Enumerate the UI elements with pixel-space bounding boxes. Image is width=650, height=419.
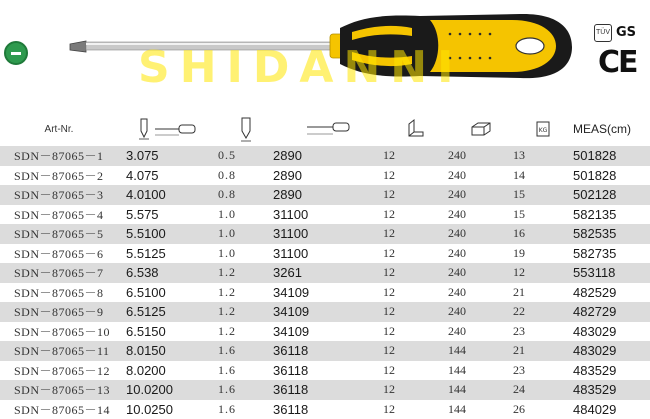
meas-cell: 482729 [573, 302, 650, 322]
tuv-icon: TÜV [594, 24, 612, 42]
table-row [0, 341, 650, 361]
blade-size-cell: 6.5150 [118, 322, 218, 342]
carton-qty-cell: 240 [448, 185, 513, 205]
blade-thickness-cell: 0.8 [218, 166, 273, 186]
art-nr-cell: SDN－87065－2 [0, 166, 118, 186]
spec-table-wrap [0, 112, 650, 419]
carton-weight-cell: 15 [513, 205, 573, 225]
blade-thickness-cell: 1.6 [218, 380, 273, 400]
blade-size-cell: 6.538 [118, 263, 218, 283]
blade-size-icon [137, 115, 199, 143]
blade-thickness-header [218, 112, 273, 146]
blade-thickness-cell: 1.0 [218, 205, 273, 225]
carton-qty-cell: 240 [448, 283, 513, 303]
shaft-length-cell: 3261 [273, 263, 383, 283]
carton-weight-cell: 21 [513, 341, 573, 361]
carton-qty-cell: 240 [448, 263, 513, 283]
carton-header [448, 112, 513, 146]
carton-qty-cell: 144 [448, 341, 513, 361]
table-row [0, 361, 650, 381]
blade-size-cell: 5.5100 [118, 224, 218, 244]
carton-qty-cell: 240 [448, 166, 513, 186]
brand-watermark: SHIDANNI [138, 42, 464, 93]
blade-size-cell: 10.0250 [118, 400, 218, 419]
shaft-length-cell: 36118 [273, 341, 383, 361]
blade-size-cell: 5.575 [118, 205, 218, 225]
blade-thickness-cell: 1.2 [218, 283, 273, 303]
carton-qty-cell: 240 [448, 146, 513, 166]
table-row [0, 166, 650, 186]
carton-weight-cell: 12 [513, 263, 573, 283]
art-nr-cell: SDN－87065－10 [0, 322, 118, 342]
table-row [0, 322, 650, 342]
shaft-length-cell: 31100 [273, 244, 383, 264]
inner-box-cell: 12 [383, 361, 448, 381]
carton-weight-cell: 21 [513, 283, 573, 303]
carton-weight-cell: 19 [513, 244, 573, 264]
carton-qty-cell: 240 [448, 244, 513, 264]
carton-qty-cell: 240 [448, 302, 513, 322]
meas-header: MEAS(cm) [573, 122, 631, 136]
table-row [0, 283, 650, 303]
carton-weight-icon [535, 120, 551, 138]
gs-icon: GS [615, 25, 637, 40]
blade-size-cell: 6.5125 [118, 302, 218, 322]
shaft-length-cell: 31100 [273, 205, 383, 225]
blade-thickness-cell: 1.6 [218, 361, 273, 381]
meas-cell: 483029 [573, 322, 650, 342]
blade-thickness-cell: 1.6 [218, 341, 273, 361]
carton-qty-cell: 240 [448, 224, 513, 244]
inner-box-cell: 12 [383, 283, 448, 303]
table-row [0, 146, 650, 166]
certification-marks [592, 22, 644, 82]
blade-size-cell: 4.075 [118, 166, 218, 186]
meas-cell: 484029 [573, 400, 650, 419]
inner-box-cell: 12 [383, 263, 448, 283]
table-row [0, 400, 650, 419]
meas-cell: 582135 [573, 205, 650, 225]
shaft-length-cell: 34109 [273, 302, 383, 322]
blade-thickness-cell: 0.8 [218, 185, 273, 205]
blade-thickness-cell: 1.2 [218, 263, 273, 283]
blade-size-cell: 6.5100 [118, 283, 218, 303]
blade-thickness-cell: 1.2 [218, 322, 273, 342]
shaft-length-header [273, 112, 383, 146]
blade-size-cell: 4.0100 [118, 185, 218, 205]
carton-qty-cell: 144 [448, 400, 513, 419]
art-nr-cell: SDN－87065－11 [0, 341, 118, 361]
art-nr-cell: SDN－87065－1 [0, 146, 118, 166]
blade-thickness-cell: 1.0 [218, 244, 273, 264]
blade-size-header [118, 112, 218, 146]
table-row [0, 263, 650, 283]
blade-size-cell: 8.0200 [118, 361, 218, 381]
inner-box-header [383, 112, 448, 146]
blade-size-cell: 10.0200 [118, 380, 218, 400]
carton-weight-header [513, 112, 573, 146]
blade-size-cell: 3.075 [118, 146, 218, 166]
carton-qty-cell: 240 [448, 322, 513, 342]
carton-weight-cell: 16 [513, 224, 573, 244]
carton-qty-cell: 144 [448, 361, 513, 381]
meas-cell: 483529 [573, 361, 650, 381]
inner-box-cell: 12 [383, 400, 448, 419]
meas-cell: 501828 [573, 166, 650, 186]
inner-box-cell: 12 [383, 224, 448, 244]
blade-size-cell: 8.0150 [118, 341, 218, 361]
table-header-row [0, 112, 650, 146]
art-nr-cell: SDN－87065－4 [0, 205, 118, 225]
inner-box-cell: 12 [383, 302, 448, 322]
blade-thickness-cell: 1.6 [218, 400, 273, 419]
shaft-length-cell: 2890 [273, 185, 383, 205]
svg-text:KG: KG [538, 127, 548, 134]
carton-weight-cell: 24 [513, 380, 573, 400]
shaft-length-icon [305, 121, 351, 137]
shaft-length-cell: 34109 [273, 283, 383, 303]
meas-cell: 501828 [573, 146, 650, 166]
art-nr-cell: SDN－87065－9 [0, 302, 118, 322]
carton-qty-cell: 144 [448, 380, 513, 400]
meas-cell: 553118 [573, 263, 650, 283]
carton-weight-cell: 26 [513, 400, 573, 419]
table-row [0, 244, 650, 264]
ce-icon: CE [598, 45, 637, 80]
blade-thickness-icon [238, 115, 254, 143]
shaft-length-cell: 2890 [273, 166, 383, 186]
art-nr-cell: SDN－87065－13 [0, 380, 118, 400]
spec-table [0, 112, 650, 419]
table-row [0, 302, 650, 322]
carton-weight-cell: 13 [513, 146, 573, 166]
shaft-length-cell: 2890 [273, 146, 383, 166]
art-nr-cell: SDN－87065－8 [0, 283, 118, 303]
table-row [0, 205, 650, 225]
table-row [0, 224, 650, 244]
inner-box-cell: 12 [383, 146, 448, 166]
carton-weight-cell: 14 [513, 166, 573, 186]
art-nr-cell: SDN－87065－14 [0, 400, 118, 419]
inner-box-cell: 12 [383, 185, 448, 205]
blade-thickness-cell: 1.2 [218, 302, 273, 322]
table-row [0, 380, 650, 400]
art-nr-cell: SDN－87065－6 [0, 244, 118, 264]
shaft-length-cell: 36118 [273, 400, 383, 419]
inner-box-icon [406, 118, 426, 140]
inner-box-cell: 12 [383, 166, 448, 186]
carton-icon [470, 121, 492, 137]
inner-box-cell: 12 [383, 341, 448, 361]
meas-cell: 483529 [573, 380, 650, 400]
carton-qty-cell: 240 [448, 205, 513, 225]
meas-cell: 582535 [573, 224, 650, 244]
shaft-length-cell: 36118 [273, 380, 383, 400]
blade-thickness-cell: 0.5 [218, 146, 273, 166]
carton-weight-cell: 23 [513, 322, 573, 342]
shaft-length-cell: 31100 [273, 224, 383, 244]
carton-weight-cell: 23 [513, 361, 573, 381]
inner-box-cell: 12 [383, 322, 448, 342]
carton-weight-cell: 22 [513, 302, 573, 322]
shaft-length-cell: 36118 [273, 361, 383, 381]
meas-cell: 502128 [573, 185, 650, 205]
blade-size-cell: 5.5125 [118, 244, 218, 264]
art-nr-cell: SDN－87065－3 [0, 185, 118, 205]
art-nr-cell: SDN－87065－5 [0, 224, 118, 244]
blade-thickness-cell: 1.0 [218, 224, 273, 244]
inner-box-cell: 12 [383, 244, 448, 264]
meas-cell: 582735 [573, 244, 650, 264]
inner-box-cell: 12 [383, 205, 448, 225]
meas-cell: 482529 [573, 283, 650, 303]
inner-box-cell: 12 [383, 380, 448, 400]
art-nr-header: Art-Nr. [44, 123, 74, 135]
table-row [0, 185, 650, 205]
shaft-length-cell: 34109 [273, 322, 383, 342]
product-hero [0, 0, 650, 108]
art-nr-cell: SDN－87065－7 [0, 263, 118, 283]
carton-weight-cell: 15 [513, 185, 573, 205]
art-nr-cell: SDN－87065－12 [0, 361, 118, 381]
meas-cell: 483029 [573, 341, 650, 361]
